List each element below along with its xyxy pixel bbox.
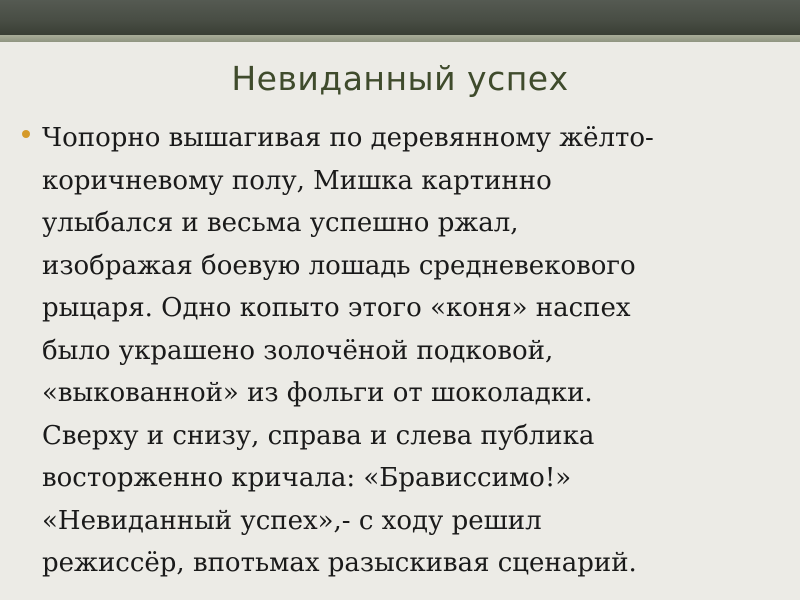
bullet-text: Чопорно вышагивая по деревянному жёлто- коричневому полу, Мишка картинно улыбался и весьма успешно ржал, изображая боевую лошадь средневекового рыцаря. Одно копыто этого «коня» наспех было украшено золочёной подковой, «выкованной» из фольги от шоколадки. Сверху и снизу, справа и слева публика восторженно кричала: «Брависсимо!» «Невиданный успех»,- с ходу решил режиссёр, впотьмах разыскивая сценарий.	[42, 123, 654, 578]
header-bar	[0, 0, 800, 35]
slide-title: Невиданный успех	[231, 59, 569, 98]
bullet-item	[22, 117, 790, 585]
header-accent-stripe	[0, 35, 800, 42]
bullet-dot-icon	[22, 130, 30, 138]
